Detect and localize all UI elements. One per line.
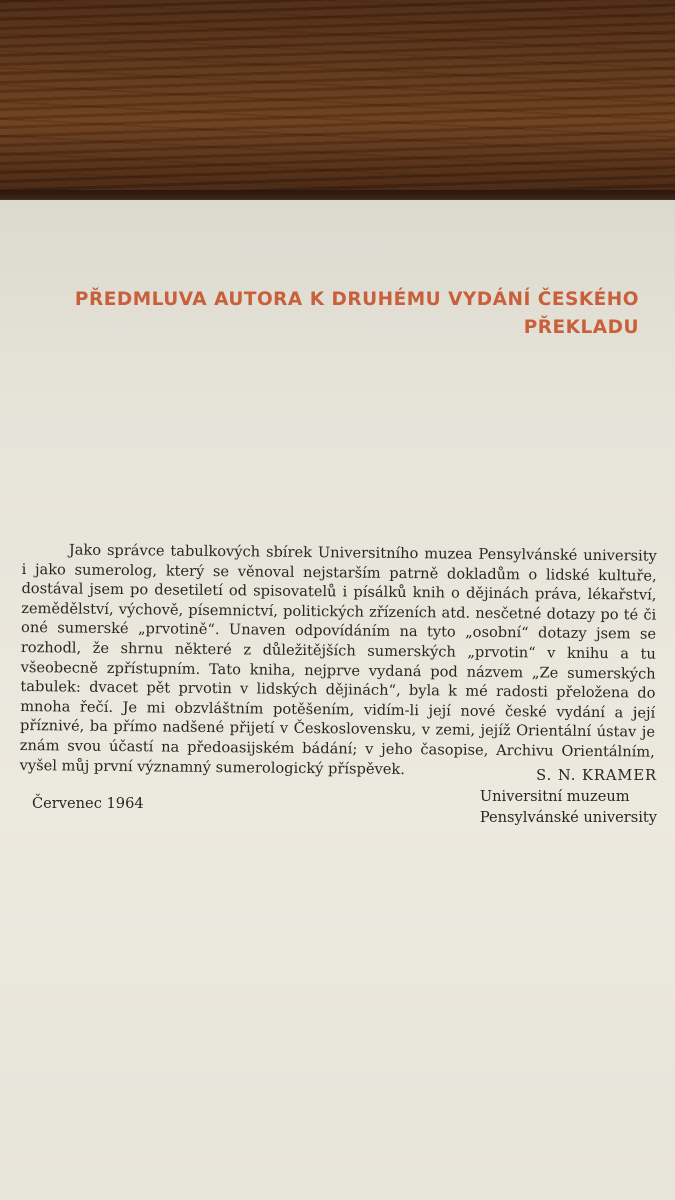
- author-name: S. N. KRAMER: [536, 767, 657, 784]
- heading-line-2: PŘEKLADU: [523, 317, 639, 338]
- author-affiliation-line-2: Pensylvánské university: [479, 809, 657, 826]
- author-affiliation-line-1: Universitní muzeum: [479, 788, 630, 805]
- author-signature: [480, 765, 657, 828]
- heading-line-1: PŘEDMLUVA AUTORA K DRUHÉMU VYDÁNÍ ČESKÉHO: [74, 289, 639, 310]
- foreword-date: Červenec 1964: [32, 795, 144, 812]
- foreword-paragraph: Jako správce tabulkových sbírek Universitního muzea Pensylvánské university i jako sumerolog, který se věnoval nejstarším patrně dokladům o lidské kultuře, dostával jsem po desetiletí od spisovatelů i písálků knih o dějinách práva, lékařství, zemědělství, výchově, písemnictví, politických zřízeních atd. nesčetné dotazy po té či oné sumerské „prvotině“. Unaven odpovídáním na tyto „osobní“ dotazy jsem se rozhodl, že shrnu některé z důležitějších sumerských „prvotin“ v knihu a tu všeobecně zpřístupním. Tato kniha, nejprve vydaná pod názvem „Ze sumerských tabulek: dvacet pět prvotin v lidských dějinách“, byla k mé radosti přeložena do mnoha řečí. Je mi obzvláštním potěšením, vidím-li její nové české vydání a její příznivé, ba přímo nadšené přijetí v Československu, v zemi, jejíž Orientální ústav je znám svou účastí na předoasijském bádání; v jeho časopise, Archivu Orientálním, vyšel můj první významný sumerologický příspěvek.: [19, 541, 657, 778]
- page-heading: [39, 286, 639, 342]
- wooden-table-background: [0, 0, 675, 205]
